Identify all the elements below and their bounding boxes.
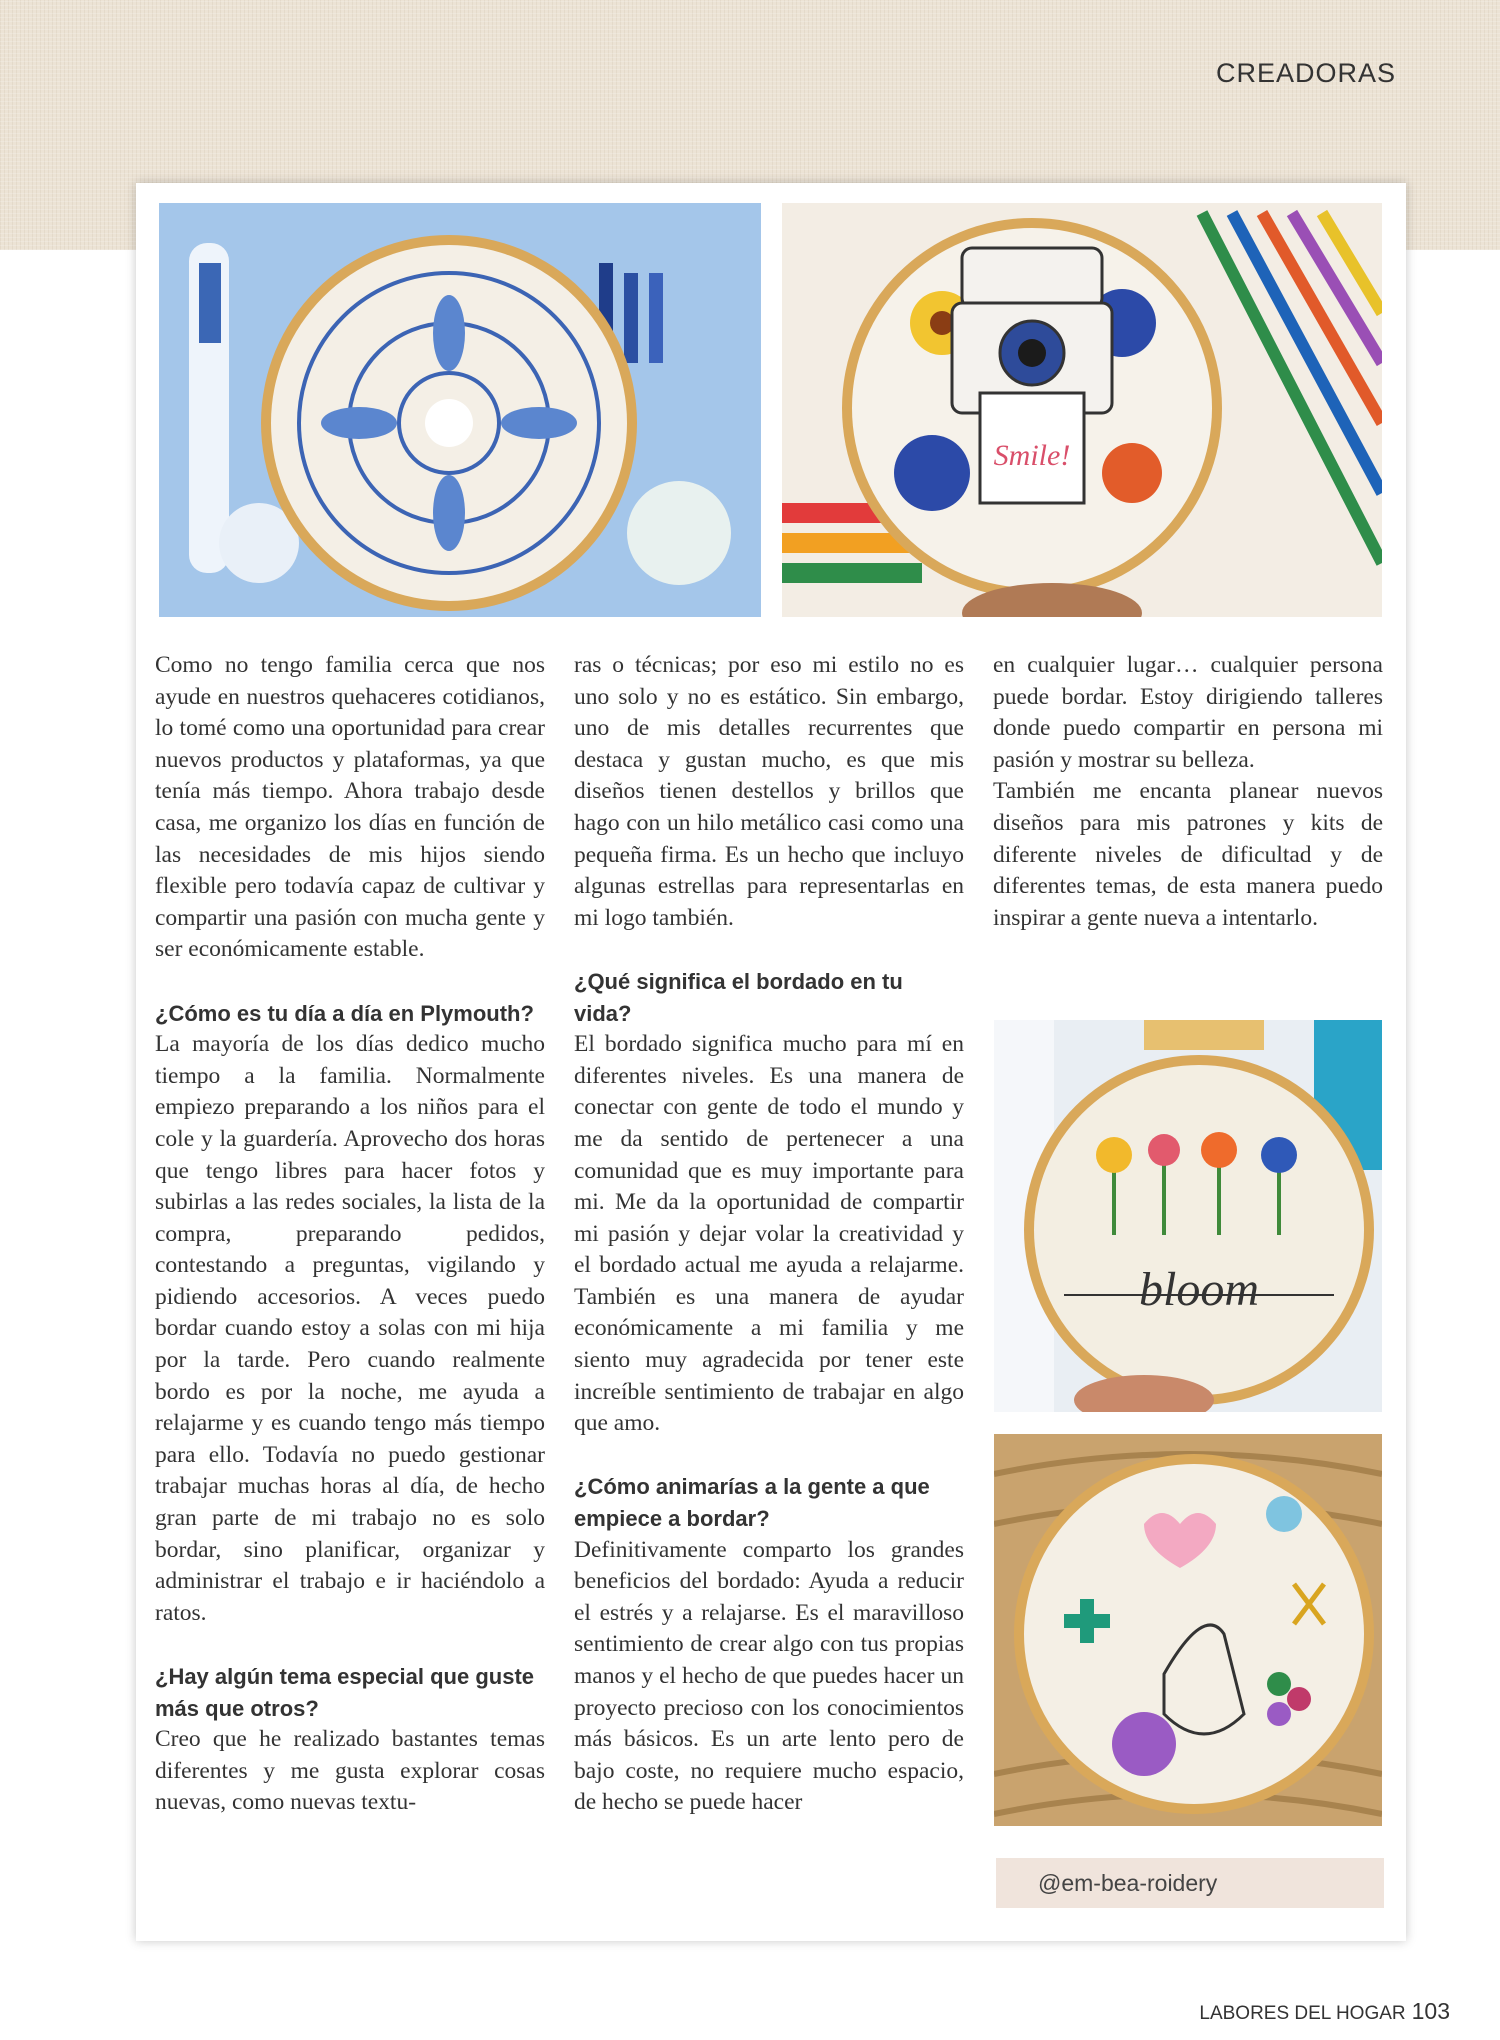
paragraph: en cualquier lugar… cualquier persona puede bordar. Estoy dirigiendo talleres donde puedo compartir en persona mi pasión y mostrar su belleza. [993,652,1383,773]
page-number: 103 [1411,1998,1450,2024]
page-footer [1199,1998,1450,2025]
paragraph: Definitivamente comparto los grandes beneficios del bordado: Ayuda a reducir el estrés y a relajarse. Es el maravilloso sentimiento de crear algo con tus propias manos y el hecho de que puedes hacer un proyecto precioso con los conocimientos más básicos. Es un arte lento pero de bajo coste, no requiere mucho espacio, de hecho se puede hacer [574,1536,964,1816]
question-heading: ¿Qué significa el bordado en tu vida? [574,968,903,1026]
paragraph: También me encanta planear nuevos diseños para mis patrones y kits de diferente niveles de dificultad y de diferentes temas, de esta manera puedo inspirar a gente nueva a intentarlo. [993,778,1383,931]
photo-mandala-hoop [159,203,761,617]
text-column-3 [993,650,1383,934]
paragraph: Creo que he realizado bastantes temas diferentes y me gusta explorar cosas nuevas, como nuevas textu- [155,1726,545,1816]
text-column-2 [574,650,964,1819]
paragraph: El bordado significa mucho para mí en diferentes niveles. Es una manera de conectar con gente de todo el mundo y me da sentido de pertenecer a una comunidad que es muy importante para mi. Me da la oportunidad de compartir mi pasión y dejar volar la creatividad y el bordado actual me ayuda a relajarme. También es una manera de ayudar económicamente a mi familia y me siento muy agradecida por tener este increíble sentimiento de trabajar en algo que amo. [574,1031,964,1437]
question-heading: ¿Hay algún tema especial que guste más que otros? [155,1664,535,1721]
section-label: CREADORAS [1215,58,1396,88]
paragraph: ras o técnicas; por eso mi estilo no es uno solo y no es estático. Sin embargo, uno de mis detalles recurrentes que destaca y gustan mucho, es que mis diseños tienen destellos y brillos que hago con un hilo metálico casi como una pequeña firma. Es un hecho que incluyo algunas estrellas para representarlas en mi logo también. [574,652,964,931]
question-heading: ¿Cómo es tu día a día en Plymouth? [155,1000,534,1026]
question-heading: ¿Cómo animarías a la gente a que empiece a bordar? [574,1474,930,1532]
paragraph: Como no tengo familia cerca que nos ayude en nuestros quehaceres cotidianos, lo tomé como una oportunidad para crear nuevos productos y plataformas, ya que tenía más tiempo. Ahora trabajo desde casa, me organizo los días en función de las necesidades de mis hijos siendo flexible pero todavía capaz de cultivar y compartir una pasión con mucha gente y ser económicamente estable. [155,652,545,963]
photo-sewing-hoop [994,1434,1382,1826]
instagram-handle: @em-bea-roidery [996,1858,1384,1908]
magazine-name: LABORES DEL HOGAR [1199,2003,1406,2024]
photo-camera-hoop [782,203,1382,617]
camera-smile-text: Smile! [993,439,1071,472]
text-column-1 [155,650,545,1819]
paragraph: La mayoría de los días dedico mucho tiempo a la familia. Normalmente empiezo preparando a los niños para el cole y la guardería. Aprovecho dos horas que tengo libres para hacer fotos y subirlas a las redes sociales, la lista de la compra, preparando pedidos, contestando a preguntas, vigilando y pidiendo accesorios. A veces puedo bordar cuando estoy a solas con mi hija por la tarde. Pero cuando realmente bordo es por la noche, me ayuda a relajarme y es cuando tengo más tiempo para ello. Todavía no puedo gestionar trabajar muchas horas al día, de hecho gran parte de mi trabajo no es solo bordar, sino planificar, organizar y administrar el trabajo e ir haciéndolo a ratos. [155,1031,545,1626]
photo-bloom-hoop [994,1020,1382,1412]
bloom-text: bloom [1139,1263,1259,1316]
